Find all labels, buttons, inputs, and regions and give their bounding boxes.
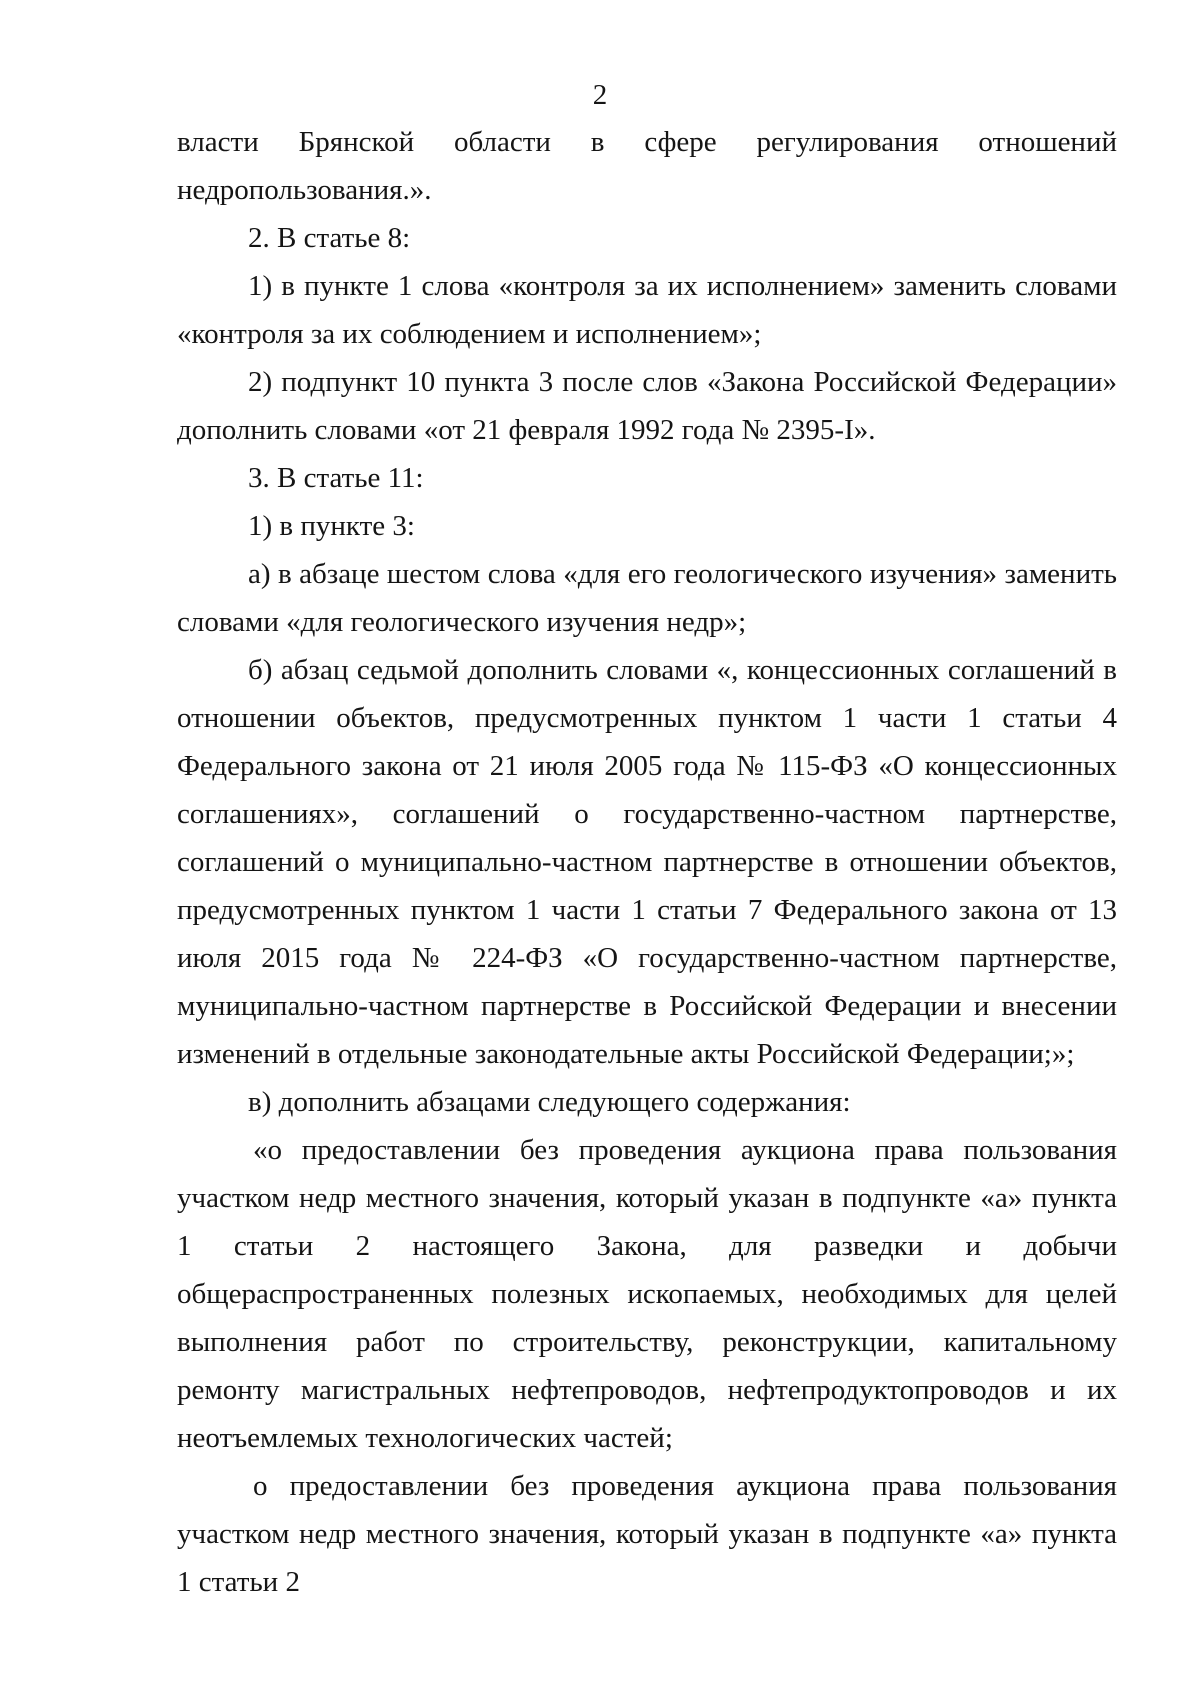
paragraph-article-8-heading: 2. В статье 8: <box>248 222 411 254</box>
paragraph-quoted-1: «о предоставлении без проведения аукциона права пользования участком недр местного значения, который указан в подпункте «а» пункта 1 статьи 2 настоящего Закона, для разведки и добычи общераспространенных полезных ископаемых, необходимых для целей выполнения работ по строительству, реконструкции, капитальному ремонту магистральных нефтепроводов, нефтепродуктопроводов и их неотъемлемых технологических частей; <box>177 1134 1117 1454</box>
paragraph-article-8-item-2: 2) подпункт 10 пункта 3 после слов «Закона Российской Федерации» дополнить словами «от 21 февраля 1992 года № 2395-I». <box>177 366 1117 446</box>
paragraph-article-11-heading: 3. В статье 11: <box>248 462 424 494</box>
paragraph-continuation: власти Брянской области в сфере регулирования отношений недропользования.». <box>177 126 1117 206</box>
paragraph-quoted-2: о предоставлении без проведения аукциона права пользования участком недр местного значения, который указан в подпункте «а» пункта 1 статьи 2 <box>177 1470 1117 1598</box>
document-body <box>177 118 1117 1606</box>
paragraph-article-8-item-1: 1) в пункте 1 слова «контроля за их исполнением» заменить словами «контроля за их соблюдением и исполнением»; <box>177 270 1117 350</box>
paragraph-article-11-item-1: 1) в пункте 3: <box>248 510 415 542</box>
paragraph-subitem-b: б) абзац седьмой дополнить словами «, концессионных соглашений в отношении объектов, предусмотренных пунктом 1 части 1 статьи 4 Федерального закона от 21 июля 2005 года № 115-ФЗ «О концессионных соглашениях», соглашений о государственно-частном партнерстве, соглашений о муниципально-частном партнерстве в отношении объектов, предусмотренных пунктом 1 части 1 статьи 7 Федерального закона от 13 июля 2015 года № 224-ФЗ «О государственно-частном партнерстве, муниципально-частном партнерстве в Российской Федерации и внесении изменений в отдельные законодательные акты Российской Федерации;»; <box>177 654 1117 1070</box>
paragraph-subitem-v: в) дополнить абзацами следующего содержания: <box>248 1086 851 1118</box>
paragraph-subitem-a: а) в абзаце шестом слова «для его геологического изучения» заменить словами «для геологического изучения недр»; <box>177 558 1117 638</box>
page-number: 2 <box>592 79 608 111</box>
